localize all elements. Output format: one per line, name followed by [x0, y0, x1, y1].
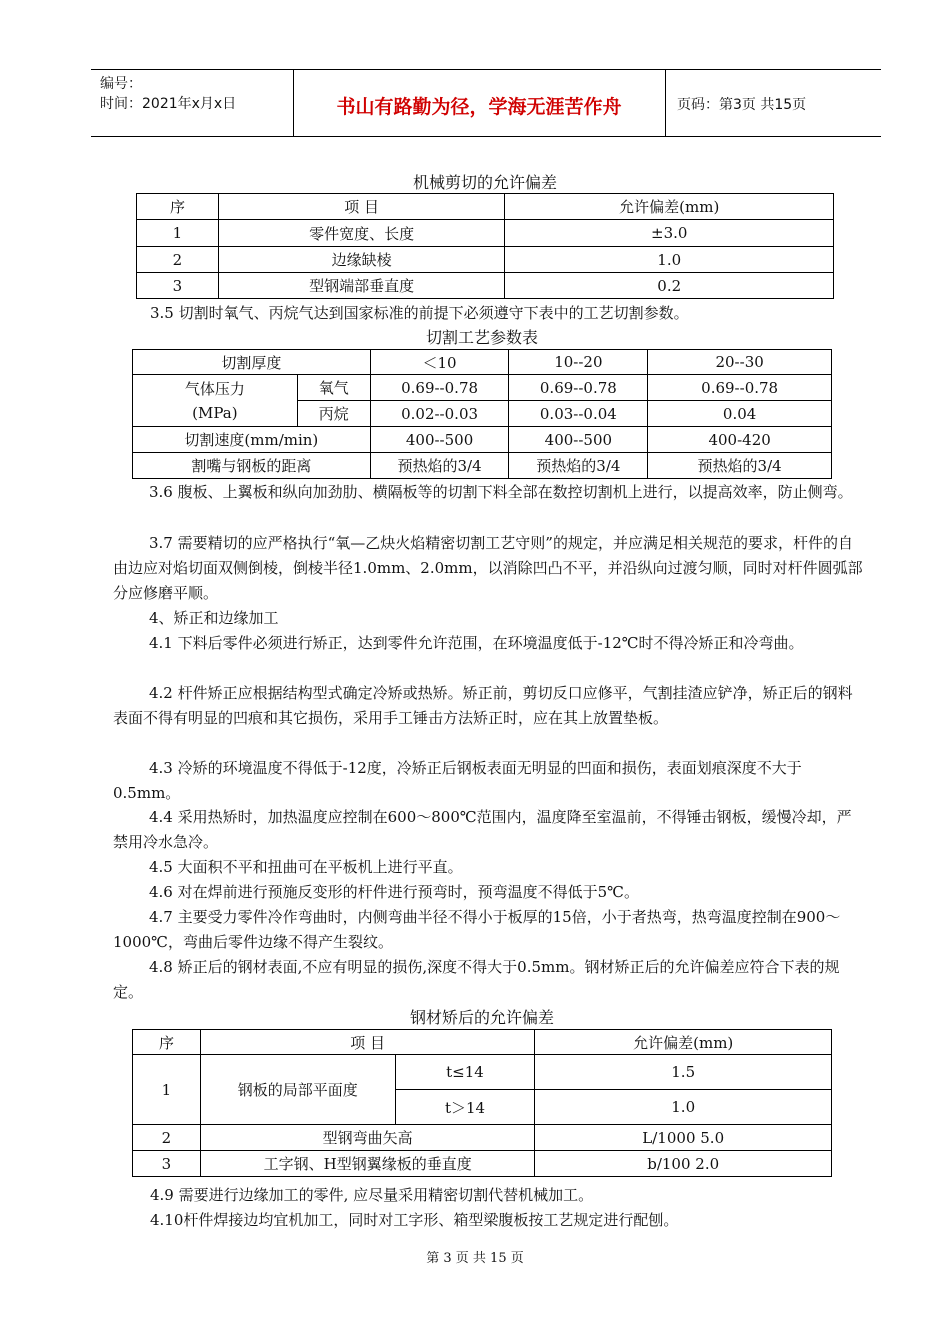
table-cell: 预热焰的3/4 — [370, 453, 509, 479]
table-cell: 0.03--0.04 — [509, 401, 648, 427]
table-cell: 3 — [133, 1151, 201, 1177]
table1 — [136, 193, 834, 299]
page-footer: 第 3 页 共 15 页 — [426, 1251, 524, 1266]
table-header-cell: 切割厚度 — [133, 350, 371, 375]
table-cell: 400-420 — [648, 427, 832, 453]
table-cell: 丙烷 — [297, 401, 370, 427]
table-cell: 钢板的局部平面度 — [200, 1055, 395, 1125]
table2 — [132, 349, 832, 479]
gas-pressure-unit: (MPa) — [192, 403, 238, 422]
header-divider — [665, 70, 666, 136]
paragraph-4-3: 4.3 冷矫的环境温度不得低于-12度，冷矫正后钢板表面无明显的凹面和损伤，表面划痕深度不大于0.5mm。 — [113, 759, 802, 802]
header-motto: 书山有路勤为径，学海无涯苦作舟 — [336, 96, 622, 118]
table-cell: ±3.0 — [505, 220, 834, 247]
table-cell: 0.04 — [648, 401, 832, 427]
table-cell: 0.69--0.78 — [509, 375, 648, 401]
table-cell: 型钢端部垂直度 — [218, 273, 505, 299]
table-cell: 0.69--0.78 — [648, 375, 832, 401]
date-label: 时间：2021年x月x日 — [100, 96, 237, 112]
gas-pressure-text: 气体压力 — [184, 379, 245, 398]
paragraph-4-9: 4.9 需要进行边缘加工的零件, 应尽量采用精密切割代替机械加工。 — [150, 1186, 594, 1204]
table-header-cell: 项 目 — [218, 194, 505, 220]
table-cell: 400--500 — [370, 427, 509, 453]
table3 — [132, 1029, 832, 1177]
table-cell: 工字钢、H型钢翼缘板的垂直度 — [200, 1151, 535, 1177]
table-cell: b/100 2.0 — [535, 1151, 832, 1177]
paragraph-3-6: 3.6 腹板、上翼板和纵向加劲肋、横隔板等的切割下料全部在数控切割机上进行，以提高效率，防止侧弯。 — [149, 483, 853, 501]
number-label: 编号： — [100, 76, 142, 92]
table-cell: 型钢弯曲矢高 — [200, 1125, 535, 1151]
table-cell: 0.69--0.78 — [370, 375, 509, 401]
table-cell: 1 — [133, 1055, 201, 1125]
table-header-cell: 序 — [133, 1030, 201, 1055]
table-cell: 边缘缺棱 — [218, 247, 505, 273]
paragraph-4-6: 4.6 对在焊前进行预施反变形的杆件进行预弯时，预弯温度不得低于5℃。 — [149, 883, 639, 901]
table-cell: 1.0 — [535, 1090, 832, 1125]
table-cell: 切割速度(mm/min) — [133, 427, 371, 453]
table-cell: 3 — [137, 273, 219, 299]
table-cell: 400--500 — [509, 427, 648, 453]
table-cell: 零件宽度、长度 — [218, 220, 505, 247]
paragraph-3-5: 3.5 切割时氧气、丙烷气达到国家标准的前提下必须遵守下表中的工艺切割参数。 — [150, 304, 689, 322]
section-heading-4: 4、矫正和边缘加工 — [149, 609, 279, 627]
header-page-label: 页码：第3页 共15页 — [677, 97, 807, 113]
table-cell: 2 — [137, 247, 219, 273]
table2-caption: 切割工艺参数表 — [425, 328, 538, 347]
paragraph-4-10: 4.10杆件焊接边均宜机加工，同时对工字形、箱型梁腹板按工艺规定进行配刨。 — [150, 1211, 679, 1229]
table-cell: 2 — [133, 1125, 201, 1151]
paragraph-4-7: 4.7 主要受力零件冷作弯曲时，内侧弯曲半径不得小于板厚的15倍，小于者热弯，热弯温度控制在900～1000℃，弯曲后零件边缘不得产生裂纹。 — [113, 908, 841, 951]
table-cell: t≤14 — [395, 1055, 535, 1090]
table3-caption: 钢材矫后的允许偏差 — [409, 1008, 554, 1027]
paragraph-4-4: 4.4 采用热矫时，加热温度应控制在600～800℃范围内，温度降至室温前，不得锤击钢板，缓慢冷却，严禁用冷水急冷。 — [113, 808, 852, 851]
table-header-cell: 项 目 — [200, 1030, 535, 1055]
paragraph-4-2: 4.2 杆件矫正应根据结构型式确定冷矫或热矫。矫正前，剪切反口应修平，气割挂渣应铲净，矫正后的钢料表面不得有明显的凹痕和其它损伤，采用手工锤击方法矫正时，应在其上放置垫板。 — [113, 684, 853, 727]
paragraph-3-7: 3.7 需要精切的应严格执行“氧—乙炔火焰精密切割工艺守则”的规定，并应满足相关规范的要求，杆件的自由边应对焰切面双侧倒棱，倒棱半径1.0mm、2.0mm，以消除凹凸不平，并沿纵向过渡匀顺，同时对杆件圆弧部分应修磨平顺。 — [113, 534, 863, 602]
paragraph-4-1: 4.1 下料后零件必须进行矫正，达到零件允许范围，在环境温度低于-12℃时不得冷矫正和冷弯曲。 — [149, 634, 804, 652]
table-cell: 预热焰的3/4 — [648, 453, 832, 479]
table1-caption: 机械剪切的允许偏差 — [412, 173, 557, 192]
table-header-cell: 10--20 — [509, 350, 648, 375]
paragraph-4-8: 4.8 矫正后的钢材表面,不应有明显的损伤,深度不得大于0.5mm。钢材矫正后的允许偏差应符合下表的规定。 — [113, 958, 840, 1001]
table-header-cell: 序 — [137, 194, 219, 220]
table-cell: 1.5 — [535, 1055, 832, 1090]
table-header-cell: 20--30 — [648, 350, 832, 375]
table-header-cell: 允许偏差(mm) — [535, 1030, 832, 1055]
table-cell: t＞14 — [395, 1090, 535, 1125]
gas-pressure-label — [133, 375, 298, 427]
table-cell: 1 — [137, 220, 219, 247]
header-info — [100, 74, 236, 114]
table-cell: 预热焰的3/4 — [509, 453, 648, 479]
page-header — [91, 69, 881, 137]
table-cell: 割嘴与钢板的距离 — [133, 453, 371, 479]
table-cell: L/1000 5.0 — [535, 1125, 832, 1151]
table-cell: 0.2 — [505, 273, 834, 299]
table-cell: 0.02--0.03 — [370, 401, 509, 427]
table-cell: 1.0 — [505, 247, 834, 273]
paragraph-4-5: 4.5 大面积不平和扭曲可在平板机上进行平直。 — [149, 858, 463, 876]
table-header-cell: ＜10 — [370, 350, 509, 375]
table-cell: 氧气 — [297, 375, 370, 401]
table-header-cell: 允许偏差(mm) — [505, 194, 834, 220]
